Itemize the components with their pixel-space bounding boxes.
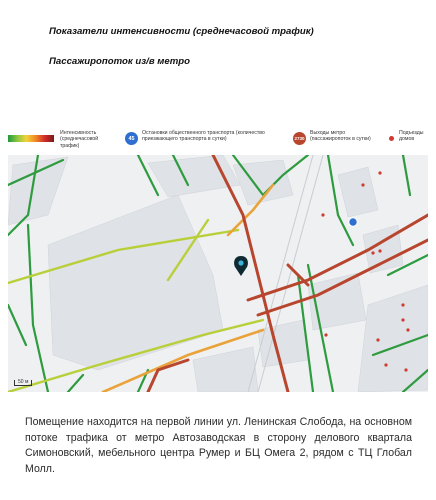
map-canvas xyxy=(8,155,428,392)
metro-exit-badge-icon: 2730 xyxy=(293,132,306,145)
traffic-map[interactable] xyxy=(8,155,428,392)
road-green xyxy=(8,305,26,345)
building-block xyxy=(193,347,258,392)
title-intensity: Показатели интенсивности (среднечасовой трафик) xyxy=(49,26,314,37)
building-block xyxy=(308,273,366,330)
property-description: Помещение находится на первой линии ул. Ленинская Слобода, на основном потоке трафика от метро Автозаводская в сторону делового квартала Симоновский, мебельного центра Румер и БЦ Омега 2, рядом с ТЦ Глобал Молл. xyxy=(25,416,412,475)
legend-entrances-label: Подъезды домов xyxy=(399,130,424,143)
legend-stops-label: Остановки общественного транспорта (количество приезжающего транспорта в сутки) xyxy=(142,130,265,143)
title-metro-passenger-flow: Пассажиропоток из/в метро xyxy=(49,56,190,67)
road-green xyxy=(68,375,83,392)
bus-stop-badge-icon: 45 xyxy=(125,132,138,145)
location-pin-icon xyxy=(234,256,248,276)
building-block xyxy=(338,167,378,217)
entrance-dot-icon xyxy=(389,136,394,141)
intensity-gradient-bar xyxy=(8,135,54,142)
legend-intensity-label: Интенсивность (среднечасовой трафик) xyxy=(60,130,99,149)
map-scale: 50 м xyxy=(14,380,32,386)
large-building-block xyxy=(48,195,223,370)
map-legend xyxy=(8,130,428,152)
road-green xyxy=(403,155,410,195)
building-block xyxy=(148,155,240,197)
legend-metro-label: Выходы метро (пассажиропоток в сутки) xyxy=(310,130,371,143)
road-green xyxy=(28,225,48,392)
building-block xyxy=(8,157,68,225)
bus-stop-icon xyxy=(349,218,357,226)
